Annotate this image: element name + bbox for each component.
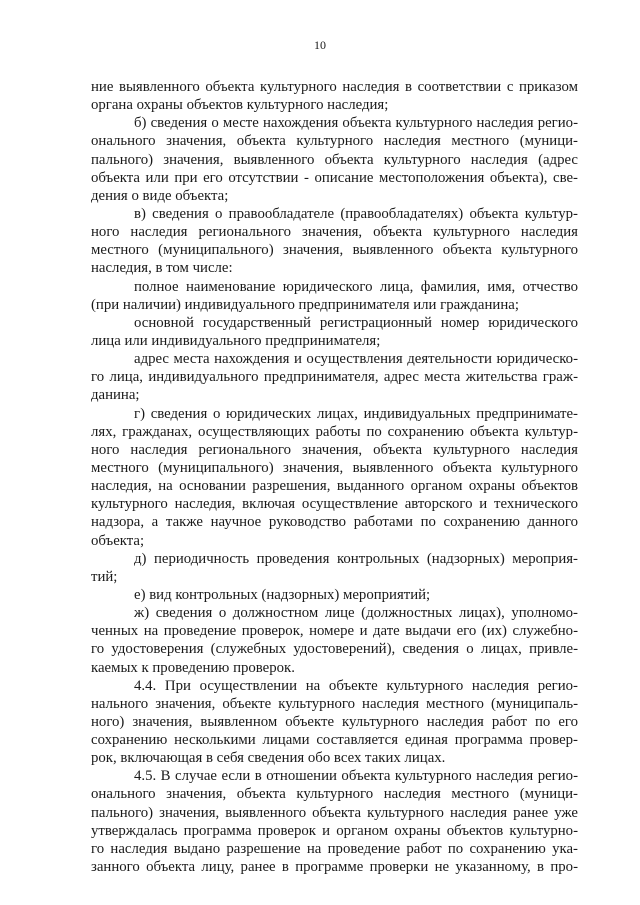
- text-line: наследия, в том числе:: [91, 260, 233, 277]
- text-line: б) сведения о месте нахождения объекта культурного наследия регио-: [134, 115, 578, 132]
- text-line: пального) значения, выявленного объекта культурного наследия ранее уже: [91, 804, 578, 821]
- text-line: е) вид контрольных (надзорных) мероприятий;: [134, 586, 431, 603]
- text-line: го удостоверения (служебных удостоверений), сведения о лицах, привле-: [91, 641, 578, 658]
- text-line: ного наследия регионального значения, объекта культурного наследия: [91, 224, 578, 241]
- text-line: лица или индивидуального предпринимателя;: [91, 332, 381, 349]
- text-line: местного (муниципального) значения, выявленного объекта культурного: [91, 242, 578, 259]
- text-line: наследия, на основании разрешения, выданного органом охраны объектов: [91, 478, 578, 495]
- text-line: д) периодичность проведения контрольных (надзорных) мероприя-: [134, 550, 578, 567]
- text-line: го наследия выдано разрешение на проведение работ по сохранению ука-: [91, 840, 578, 857]
- text-line: го лица, индивидуального предпринимателя, адрес места жительства граж-: [91, 369, 578, 386]
- text-line: лях, гражданах, осуществляющих работы по сохранению объекта культур-: [91, 423, 578, 440]
- text-line: органа охраны объектов культурного наследия;: [91, 97, 389, 114]
- text-line: (при наличии) индивидуального предпринимателя или гражданина;: [91, 296, 519, 313]
- text-line: занного объекта лицу, ранее в программе проверки не указанному, в про-: [91, 859, 578, 876]
- text-line: ние выявленного объекта культурного наследия в соответствии с приказом: [91, 79, 578, 95]
- text-line: местного (муниципального) значения, выявленного объекта культурного: [91, 459, 578, 476]
- text-line: нального значения, объекте культурного наследия местного (муниципаль-: [91, 695, 578, 712]
- text-line: ного наследия регионального значения, объекта культурного наследия: [91, 441, 578, 458]
- text-line: адрес места нахождения и осуществления деятельности юридическо-: [134, 351, 578, 368]
- text-line: каемых к проведению проверок.: [91, 659, 295, 676]
- text-line: утверждалась программа проверок и органом охраны объектов культурно-: [91, 822, 578, 839]
- text-line: данина;: [91, 387, 140, 404]
- text-line: ж) сведения о должностном лице (должностных лицах), уполномо-: [134, 605, 578, 622]
- text-line: полное наименование юридического лица, фамилия, имя, отчество: [134, 278, 578, 295]
- document-body: [91, 78, 578, 876]
- text-line: ного) значения, выявленном объекте культурного наследия работ по его: [91, 713, 578, 730]
- text-line: 4.4. При осуществлении на объекте культурного наследия регио-: [134, 677, 578, 694]
- text-line: культурного наследия, включая осуществление авторского и технического: [91, 496, 578, 513]
- text-line: надзора, а также научное руководство работами по сохранению данного: [91, 514, 578, 531]
- text-line: рок, включающая в себя сведения обо всех таких лицах.: [91, 750, 446, 767]
- text-line: в) сведения о правообладателе (правообладателях) объекта культур-: [134, 205, 578, 222]
- text-line: г) сведения о юридических лицах, индивидуальных предпринимате-: [134, 405, 578, 422]
- text-line: 4.5. В случае если в отношении объекта культурного наследия регио-: [134, 768, 578, 785]
- text-line: онального значения, объекта культурного наследия местного (муници-: [91, 786, 578, 803]
- text-line: дения о виде объекта;: [91, 187, 229, 204]
- page-number: 10: [314, 38, 326, 52]
- text-line: объекта или при его отсутствии - описание местоположения объекта), све-: [91, 169, 578, 186]
- text-line: онального значения, объекта культурного наследия местного (муници-: [91, 133, 578, 150]
- text-line: основной государственный регистрационный номер юридического: [134, 314, 578, 331]
- text-line: объекта;: [91, 532, 145, 549]
- text-line: ченных на проведение проверок, номере и дате выдачи его (их) служебно-: [91, 623, 578, 640]
- text-line: пального) значения, выявленного объекта культурного наследия (адрес: [91, 151, 578, 168]
- text-line: тий;: [91, 568, 118, 585]
- text-line: сохранению несколькими лицами составляется единая программа провер-: [91, 732, 578, 749]
